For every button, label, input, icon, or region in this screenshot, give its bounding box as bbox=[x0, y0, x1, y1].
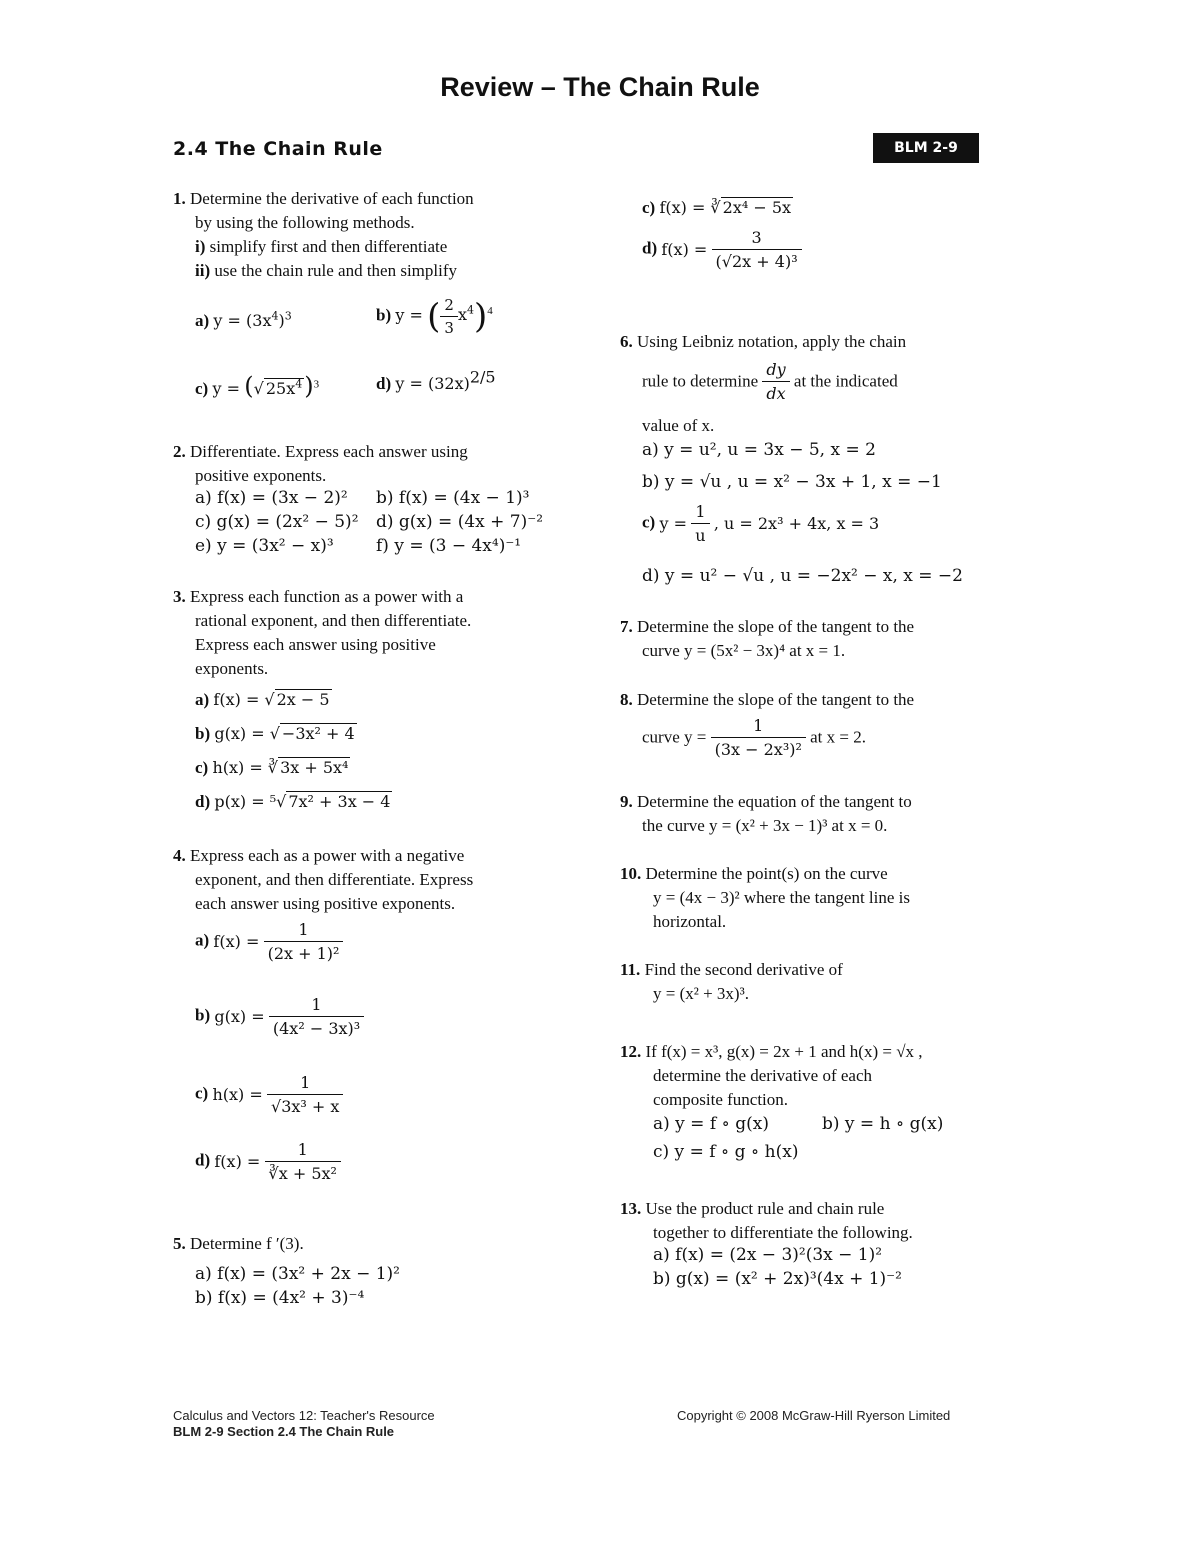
q11-line1: Find the second derivative of bbox=[644, 960, 843, 979]
q2-stem-line2: positive exponents. bbox=[195, 466, 327, 485]
section-title: 2.4 The Chain Rule bbox=[173, 138, 383, 160]
question-7 bbox=[620, 615, 1000, 663]
page-title: Review – The Chain Rule bbox=[440, 72, 760, 102]
q1-c-label: c) bbox=[195, 379, 209, 398]
footer-right: Copyright © 2008 McGraw-Hill Ryerson Limited bbox=[677, 1408, 951, 1423]
q4-a-num: 1 bbox=[298, 920, 309, 939]
q1-d-cont bbox=[642, 228, 802, 271]
q3-a bbox=[195, 690, 332, 710]
q3-a-lhs: f(x) = √ bbox=[213, 690, 275, 709]
q1-cont-d-lhs: f(x) = bbox=[661, 240, 708, 259]
q4-c-lhs: h(x) = bbox=[212, 1085, 263, 1104]
q6-stem-line2b: at the indicated bbox=[793, 371, 898, 391]
q6-b: b) y = √u , u = x² − 3x + 1, x = −1 bbox=[642, 472, 942, 492]
q6-dx: dx bbox=[762, 381, 789, 403]
q4-d bbox=[195, 1140, 341, 1183]
q1-c-expr: y = bbox=[212, 379, 240, 398]
q9-line2: the curve y = (x² + 3x − 1)³ at x = 0. bbox=[642, 816, 888, 835]
q1-c-cont bbox=[642, 198, 793, 218]
q3-d bbox=[195, 792, 392, 812]
q3-stem-line2: rational exponent, and then differentiate. bbox=[195, 611, 472, 630]
q3-b-rad: −3x² + 4 bbox=[281, 724, 355, 743]
q4-b bbox=[195, 995, 364, 1038]
q9-line1: Determine the equation of the tangent to bbox=[637, 792, 912, 811]
q1-method-ii-text: use the chain rule and then simplify bbox=[214, 261, 458, 280]
q1-method-ii-label: ii) bbox=[195, 261, 211, 280]
q8-line1: Determine the slope of the tangent to the bbox=[637, 690, 915, 709]
q1-cont-d-label: d) bbox=[642, 238, 658, 258]
q2-b: b) f(x) = (4x − 1)³ bbox=[376, 488, 530, 508]
q7-line2: curve y = (5x² − 3x)⁴ at x = 1. bbox=[642, 641, 846, 660]
q1-c: c) y = (√ $25x^4)^3$ bbox=[195, 372, 320, 400]
question-1 bbox=[173, 187, 573, 283]
q1-cont-c-label: c) bbox=[642, 198, 656, 217]
q12-a: a) y = f ∘ g(x) bbox=[653, 1114, 769, 1134]
q7-line1: Determine the slope of the tangent to the bbox=[637, 617, 915, 636]
q10-line1: Determine the point(s) on the curve bbox=[645, 864, 888, 883]
q6-c-num: 1 bbox=[695, 502, 706, 521]
q1-cont-d-num: 3 bbox=[751, 228, 762, 247]
q8-number: 8. bbox=[620, 690, 633, 709]
q3-stem-line1: Express each function as a power with a bbox=[190, 587, 464, 606]
q4-c-num: 1 bbox=[300, 1073, 311, 1092]
q2-number: 2. bbox=[173, 442, 186, 461]
q6-stem-line2a: rule to determine bbox=[642, 371, 759, 391]
question-10 bbox=[620, 862, 1000, 934]
q8-line2b: at x = 2. bbox=[810, 727, 866, 747]
q4-d-num: 1 bbox=[297, 1140, 308, 1159]
question-11 bbox=[620, 958, 1000, 1006]
question-4 bbox=[173, 844, 573, 916]
q11-line2: y = (x² + 3x)³. bbox=[653, 984, 749, 1003]
q1-a-label: a) bbox=[195, 311, 210, 330]
q6-c bbox=[642, 502, 879, 545]
q13-line2: together to differentiate the following. bbox=[653, 1223, 913, 1242]
q9-number: 9. bbox=[620, 792, 633, 811]
q6-dy: dy bbox=[766, 360, 786, 379]
q10-line2: y = (4x − 3)² where the tangent line is bbox=[653, 888, 911, 907]
footer-left bbox=[173, 1408, 435, 1440]
question-9 bbox=[620, 790, 1000, 838]
q3-c-lhs: h(x) = ∛ bbox=[212, 758, 279, 777]
q6-number: 6. bbox=[620, 332, 633, 351]
q1-a-expr: y = (3x bbox=[213, 311, 272, 330]
q1-method-i-text: simplify first and then differentiate bbox=[209, 237, 448, 256]
q1-b: b) y = ( $\frac{2}{3}$ $x^4)^4$ bbox=[376, 296, 493, 337]
q1-number: 1. bbox=[173, 189, 186, 208]
blm-tag: BLM 2-9 bbox=[873, 133, 979, 163]
question-12 bbox=[620, 1040, 1010, 1112]
q6-c-label: c) bbox=[642, 512, 656, 532]
q12-c: c) y = f ∘ g ∘ h(x) bbox=[653, 1142, 799, 1162]
q4-a-lhs: f(x) = bbox=[213, 932, 260, 951]
q6-c-den: u bbox=[691, 523, 709, 545]
q8-line2a: curve y = bbox=[642, 727, 707, 747]
q5-number: 5. bbox=[173, 1234, 186, 1253]
q1-b-label: b) bbox=[376, 305, 392, 325]
q13-number: 13. bbox=[620, 1199, 642, 1218]
q1-cont-c-lhs: f(x) = ∛ bbox=[659, 198, 721, 217]
q8-line2 bbox=[642, 716, 866, 759]
q4-a-den: (2x + 1)² bbox=[264, 941, 344, 963]
q3-number: 3. bbox=[173, 587, 186, 606]
q6-stem-line1: Using Leibniz notation, apply the chain bbox=[637, 332, 907, 351]
question-8 bbox=[620, 688, 1000, 712]
q3-b-lhs: g(x) = √ bbox=[214, 724, 280, 743]
q11-number: 11. bbox=[620, 960, 641, 979]
q4-d-den: ∛x + 5x² bbox=[265, 1161, 341, 1183]
q4-b-lhs: g(x) = bbox=[214, 1007, 265, 1026]
q6-c-rest: , u = 2x³ + 4x, x = 3 bbox=[713, 514, 880, 533]
q3-d-rad: 7x² + 3x − 4 bbox=[288, 792, 391, 811]
q2-c: c) g(x) = (2x² − 5)² bbox=[195, 512, 359, 532]
q4-c-label: c) bbox=[195, 1083, 209, 1103]
q6-a: a) y = u², u = 3x − 5, x = 2 bbox=[642, 440, 876, 460]
q1-a: a) $y = (3x^4)^3$ bbox=[195, 309, 292, 330]
q3-stem-line3: Express each answer using positive bbox=[195, 635, 436, 654]
q4-b-num: 1 bbox=[311, 995, 322, 1014]
q7-number: 7. bbox=[620, 617, 633, 636]
q5-a: a) f(x) = (3x² + 2x − 1)² bbox=[195, 1264, 400, 1284]
q6-d: d) y = u² − √u , u = −2x² − x, x = −2 bbox=[642, 566, 963, 586]
q2-f: f) y = (3 − 4x⁴)⁻¹ bbox=[376, 536, 522, 556]
q4-b-den: (4x² − 3x)³ bbox=[269, 1016, 364, 1038]
q1-b-expr: y = bbox=[395, 305, 423, 325]
q10-number: 10. bbox=[620, 864, 642, 883]
q1-method-i-label: i) bbox=[195, 237, 206, 256]
q4-stem-line1: Express each as a power with a negative bbox=[190, 846, 465, 865]
q6-c-lhs: y = bbox=[659, 514, 687, 533]
q4-b-label: b) bbox=[195, 1005, 211, 1025]
q8-num: 1 bbox=[753, 716, 764, 735]
q12-line2: determine the derivative of each bbox=[653, 1066, 872, 1085]
q4-a-label: a) bbox=[195, 930, 210, 950]
q1-stem-line1: Determine the derivative of each function bbox=[190, 189, 474, 208]
q12-line1: If f(x) = x³, g(x) = 2x + 1 and h(x) = √x , bbox=[645, 1042, 923, 1061]
q13-line1: Use the product rule and chain rule bbox=[645, 1199, 885, 1218]
q12-b: b) y = h ∘ g(x) bbox=[822, 1114, 944, 1134]
question-6 bbox=[620, 330, 1000, 354]
q3-d-lhs: p(x) = ⁵√ bbox=[214, 792, 287, 811]
q4-c-den: √3x³ + x bbox=[267, 1094, 343, 1116]
q2-d: d) g(x) = (4x + 7)⁻² bbox=[376, 512, 544, 532]
q13-b: b) g(x) = (x² + 2x)³(4x + 1)⁻² bbox=[653, 1269, 902, 1289]
q2-a: a) f(x) = (3x − 2)² bbox=[195, 488, 348, 508]
q3-b bbox=[195, 724, 357, 744]
q3-c bbox=[195, 758, 350, 778]
q2-stem-line1: Differentiate. Express each answer using bbox=[190, 442, 468, 461]
footer-left-line1: Calculus and Vectors 12: Teacher's Resource bbox=[173, 1408, 435, 1423]
question-2 bbox=[173, 440, 573, 488]
q1-cont-d-den: (√2x + 4)³ bbox=[712, 249, 802, 271]
q1-stem-line2: by using the following methods. bbox=[195, 213, 415, 232]
q2-e: e) y = (3x² − x)³ bbox=[195, 536, 334, 556]
q3-c-rad: 3x + 5x⁴ bbox=[280, 758, 349, 777]
q12-number: 12. bbox=[620, 1042, 642, 1061]
footer-left-line2: BLM 2-9 Section 2.4 The Chain Rule bbox=[173, 1424, 395, 1439]
question-3 bbox=[173, 585, 573, 681]
q1-d: d) $y = (32x)^{2/5}$ bbox=[376, 367, 496, 393]
q12-line3: composite function. bbox=[653, 1090, 789, 1109]
q4-number: 4. bbox=[173, 846, 186, 865]
q3-d-label: d) bbox=[195, 792, 211, 811]
q1-cont-c-rad: 2x⁴ − 5x bbox=[722, 198, 792, 217]
q3-a-label: a) bbox=[195, 690, 210, 709]
q4-d-label: d) bbox=[195, 1150, 211, 1170]
q4-c bbox=[195, 1073, 343, 1116]
q3-stem-line4: exponents. bbox=[195, 659, 269, 678]
q10-line3: horizontal. bbox=[653, 912, 727, 931]
q5-b: b) f(x) = (4x² + 3)⁻⁴ bbox=[195, 1288, 365, 1308]
question-13 bbox=[620, 1197, 1000, 1245]
question-5 bbox=[173, 1232, 573, 1256]
q6-stem-line2 bbox=[642, 360, 898, 403]
q4-d-lhs: f(x) = bbox=[214, 1152, 261, 1171]
q1-d-label: d) bbox=[376, 374, 392, 393]
q4-a bbox=[195, 920, 343, 963]
q6-stem-line3: value of x. bbox=[642, 416, 715, 435]
q13-a: a) f(x) = (2x − 3)²(3x − 1)² bbox=[653, 1245, 883, 1265]
q3-b-label: b) bbox=[195, 724, 211, 743]
q4-stem-line3: each answer using positive exponents. bbox=[195, 894, 456, 913]
q8-den: (3x − 2x³)² bbox=[711, 737, 806, 759]
q4-stem-line2: exponent, and then differentiate. Express bbox=[195, 870, 474, 889]
q3-c-label: c) bbox=[195, 758, 209, 777]
q5-stem: Determine f ′(3). bbox=[190, 1234, 304, 1253]
q1-d-expr: y = (32x) bbox=[395, 374, 470, 393]
q3-a-rad: 2x − 5 bbox=[276, 690, 330, 709]
